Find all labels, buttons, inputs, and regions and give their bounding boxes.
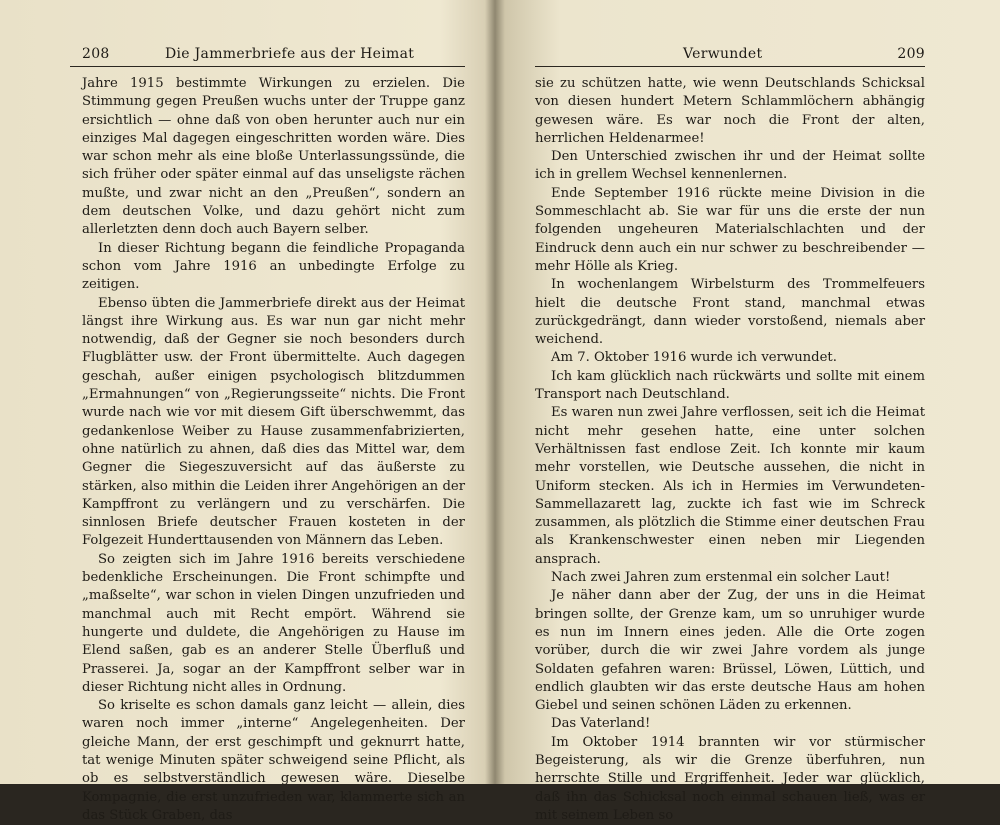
left-page-header bbox=[70, 46, 465, 68]
right-running-head: Verwundet bbox=[683, 46, 763, 62]
paragraph: Das Vaterland! bbox=[551, 716, 651, 732]
right-header-rule bbox=[535, 66, 925, 67]
paragraph: So zeigten sich im Jahre 1916 bereits verschiedene bedenkliche Erscheinungen. Die Front schimpfte und „maßselte“, war schon in vielen Dingen unzufrieden und manchmal auch mit Recht empört. Während sie hungerte und duldete, die Angehörigen zu Hause im Elend saßen, gab es an anderer Stelle Überfluß und Prasserei. Ja, sogar an der Kampffront selber war in dieser Richtung nicht alles in Ordnung. bbox=[82, 551, 465, 695]
paragraph: So kriselte es schon damals ganz leicht — allein, dies waren noch immer „interne“ Angelegenheiten. Der gleiche Mann, der erst geschimpft und geknurrt hatte, tat wenige Minuten später schweigend seine Pflicht, als ob es selbstverständlich gewesen wäre. Dieselbe Kompagnie, die erst unzufrieden war, klammerte sich an das Stück Graben, das bbox=[82, 698, 465, 823]
paragraph: Am 7. Oktober 1916 wurde ich verwundet. bbox=[551, 350, 837, 366]
right-page-body bbox=[535, 75, 925, 825]
paragraph: In dieser Richtung begann die feindliche Propaganda schon vom Jahre 1916 an unbedingte Erfolge zu zeitigen. bbox=[82, 240, 465, 293]
paragraph: Ich kam glücklich nach rückwärts und sollte mit einem Transport nach Deutschland. bbox=[535, 368, 925, 403]
left-running-head: Die Jammerbriefe aus der Heimat bbox=[165, 46, 415, 62]
paragraph: Jahre 1915 bestimmte Wirkungen zu erzielen. Die Stimmung gegen Preußen wuchs unter der Truppe ganz ersichtlich — ohne daß von oben herunter auch nur ein einziges Mal dagegen eingeschritten worden wäre. Dies war schon mehr als eine bloße Unterlassungssünde, die sich früher oder später einmal auf das unseligste rächen mußte, und zwar nicht an den „Preußen“, sondern an dem deutschen Volke, und dazu gehört nicht zum allerletzten denn doch auch Bayern selber. bbox=[82, 76, 465, 238]
paragraph: Ende September 1916 rückte meine Division in die Sommeschlacht ab. Sie war für uns die erste der nun folgenden ungeheuren Materialschlachten und der Eindruck denn auch ein nur schwer zu beschreibender — mehr Hölle als Krieg. bbox=[535, 185, 925, 274]
right-page-number: 209 bbox=[897, 46, 925, 62]
paragraph: Im Oktober 1914 brannten wir vor stürmischer Begeisterung, als wir die Grenze überfuhren, nun herrschte Stille und Ergriffenheit. Jeder war glücklich, daß ihn das Schicksal noch einmal schauen ließ, was er mit seinem Leben so bbox=[535, 734, 925, 823]
left-header-rule bbox=[70, 66, 465, 67]
paragraph: Nach zwei Jahren zum erstenmal ein solcher Laut! bbox=[551, 570, 891, 586]
right-page bbox=[535, 0, 925, 823]
left-page-number: 208 bbox=[82, 46, 110, 62]
paragraph: sie zu schützen hatte, wie wenn Deutschlands Schicksal von diesen hundert Metern Schlammlöchern abhängig gewesen wäre. Es war noch die Front der alten, herrlichen Heldenarmee! bbox=[535, 76, 925, 146]
left-page-body bbox=[82, 75, 465, 825]
right-page-header bbox=[535, 46, 925, 68]
paragraph: Es waren nun zwei Jahre verflossen, seit ich die Heimat nicht mehr gesehen hatte, eine unter solchen Verhältnissen fast endlose Zeit. Ich konnte mir kaum mehr vorstellen, wie Deutsche aussehen, die nicht in Uniform stecken. Als ich in Hermies im Verwundeten-Sammellazarett lag, zuckte ich fast wie im Schreck zusammen, als plötzlich die Stimme einer deutschen Frau als Krankenschwester einen neben mir Liegenden ansprach. bbox=[535, 405, 925, 567]
paragraph: Den Unterschied zwischen ihr und der Heimat sollte ich in grellem Wechsel kennenlernen. bbox=[535, 149, 925, 183]
paragraph: Je näher dann aber der Zug, der uns in die Heimat bringen sollte, der Grenze kam, um so unruhiger wurde es nun im Innern eines jeden. Alle die Orte zogen vorüber, durch die wir zwei Jahre vordem als junge Soldaten gefahren waren: Brüssel, Löwen, Lüttich, und endlich glaubten wir das erste deutsche Haus am hohen Giebel und seinen schönen Läden zu erkennen. bbox=[535, 588, 925, 714]
paragraph: In wochenlangem Wirbelsturm des Trommelfeuers hielt die deutsche Front stand, manchmal etwas zurückgedrängt, dann wieder vorstoßend, niemals aber weichend. bbox=[535, 277, 925, 348]
paragraph: Ebenso übten die Jammerbriefe direkt aus der Heimat längst ihre Wirkung aus. Es war nun gar nicht mehr notwendig, daß der Gegner sie noch besonders durch Flugblätter usw. der Front übermittelte. Auch dagegen geschah, außer einigen psychologisch blitzdummen „Ermahnungen“ von „Regierungsseite“ nichts. Die Front wurde nach wie vor mit diesem Gift überschwemmt, das gedankenlose Weiber zu Hause zusammenfabrizierten, ohne natürlich zu ahnen, daß dies das Mittel war, dem Gegner die Siegeszuversicht auf das äußerste zu stärken, also mithin die Leiden ihrer Angehörigen an der Kampffront zu verlängern und zu verschärfen. Die sinnlosen Briefe deutscher Frauen kosteten in der Folgezeit Hunderttausenden von Männern das Leben. bbox=[82, 295, 465, 549]
left-page bbox=[70, 0, 465, 823]
